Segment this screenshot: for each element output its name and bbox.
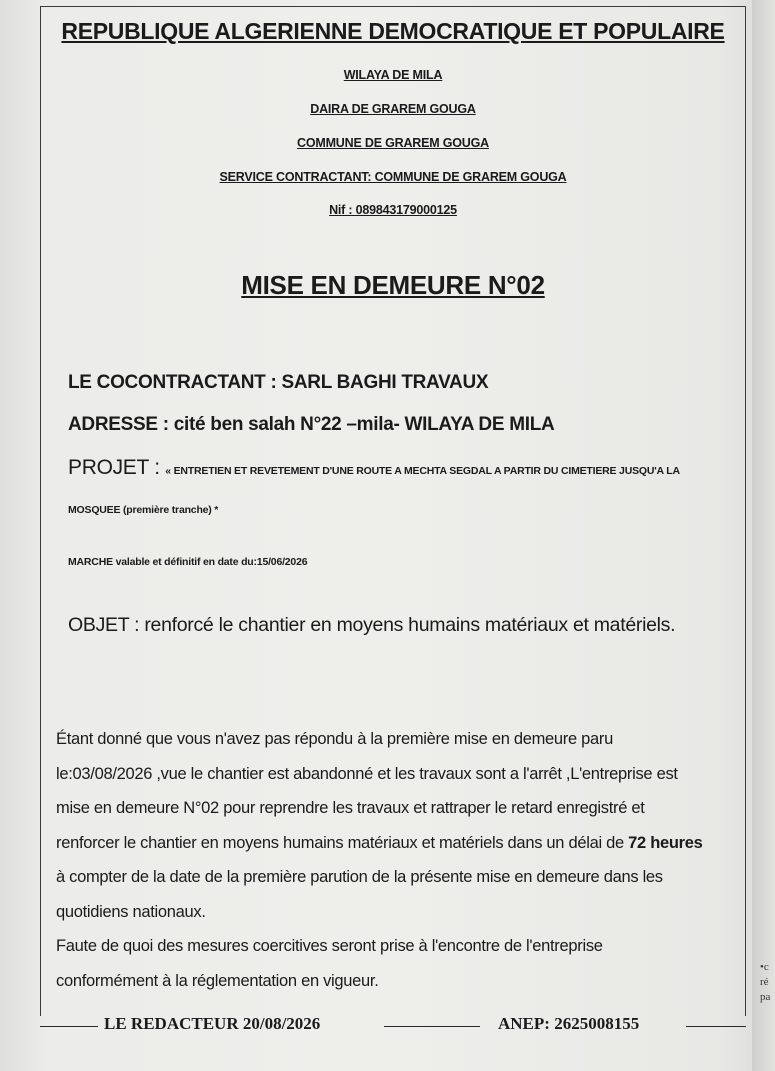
body-line — [56, 826, 746, 861]
adjacent-column-text: •c ré pa — [760, 961, 771, 1003]
cocontractant-line: LE COCONTRACTANT : SARL BAGHI TRAVAUX — [68, 372, 489, 393]
anep-reference: ANEP: 2625008155 — [498, 1014, 640, 1033]
project-description-continued: MOSQUEE (première tranche) * — [68, 504, 219, 516]
nif-line: Nif : 089843179000125 — [329, 203, 457, 217]
body-line: conformément à la réglementation en vigueur. — [56, 971, 379, 990]
document-title: MISE EN DEMEURE N°02 — [241, 270, 545, 300]
wilaya-line: WILAYA DE MILA — [343, 68, 443, 82]
body-line: Étant donné que vous n'avez pas répondu à la première mise en demeure paru — [56, 730, 613, 748]
body-line: quotidiens nationaux. — [56, 902, 206, 921]
body-line: mise en demeure N°02 pour reprendre les travaux et rattraper le retard enregistré et — [56, 799, 645, 817]
notice-body — [56, 722, 746, 998]
republic-title: REPUBLIQUE ALGERIENNE DEMOCRATIQUE ET POPULAIRE — [61, 18, 725, 44]
objet-line: OBJET : renforcé le chantier en moyens humains matériaux et matériels. — [68, 614, 676, 636]
daira-line: DAIRA DE GRAREM GOUGA — [310, 102, 476, 116]
body-line: Faute de quoi des mesures coercitives seront prise à l'encontre de l'entreprise — [56, 937, 603, 955]
footer-rule — [40, 1026, 98, 1027]
marche-line: MARCHE valable et définitif en date du:15/06/2026 — [68, 556, 308, 568]
adjacent-column — [752, 0, 775, 1071]
project-line — [68, 456, 680, 480]
redacteur-signature: LE REDACTEUR 20/08/2026 — [104, 1014, 321, 1033]
body-line-text: renforcer le chantier en moyens humains matériaux et matériels dans un délai de — [56, 833, 629, 852]
address-line: ADRESSE : cité ben salah N°22 –mila- WILAYA DE MILA — [68, 414, 555, 435]
footer-rule — [384, 1026, 480, 1027]
service-line: SERVICE CONTRACTANT: COMMUNE DE GRAREM GOUGA — [219, 170, 567, 184]
body-line: à compter de la date de la première parution de la présente mise en demeure dans les — [56, 868, 663, 886]
body-line: le:03/08/2026 ,vue le chantier est abandonné et les travaux sont a l'arrêt ,L'entreprise est — [56, 764, 678, 783]
deadline-hours: 72 heures — [628, 833, 703, 852]
project-description: « ENTRETIEN ET REVETEMENT D'UNE ROUTE A MECHTA SEGDAL A PARTIR DU CIMETIERE JUSQU'A LA — [165, 465, 680, 477]
commune-line: COMMUNE DE GRAREM GOUGA — [297, 136, 489, 150]
footer-rule — [686, 1026, 746, 1027]
project-label: PROJET : — [68, 456, 166, 479]
notice-footer — [40, 1012, 746, 1040]
